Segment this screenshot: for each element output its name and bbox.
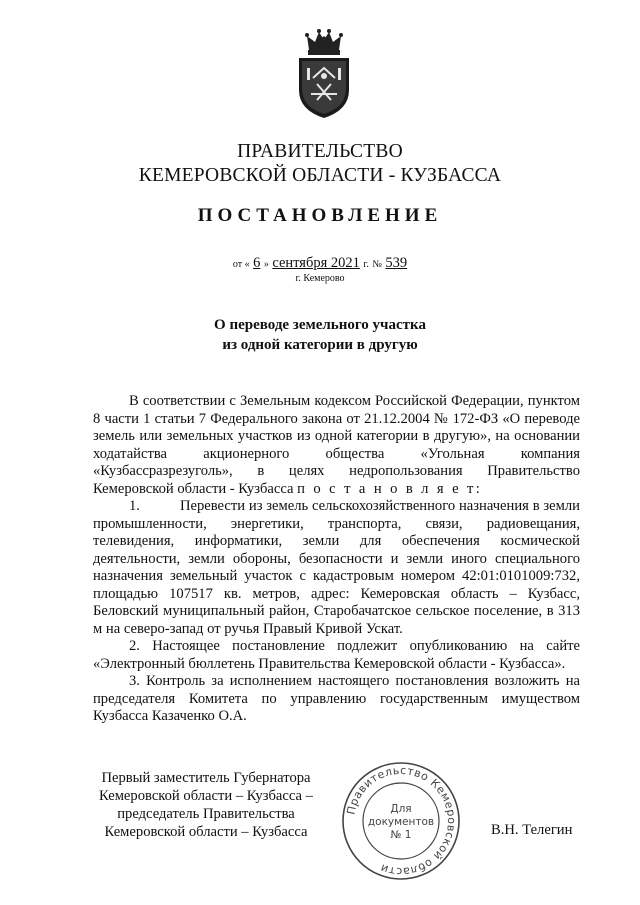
- government-name-line2: КЕМЕРОВСКОЙ ОБЛАСТИ - КУЗБАССА: [138, 165, 502, 186]
- signer-title-line3: председатель Правительства: [117, 806, 295, 822]
- number-label: №: [372, 259, 382, 270]
- date-from-label: от «: [232, 259, 250, 270]
- item-1-paragraph: [93, 498, 580, 638]
- stamp-center-line2: документов: [367, 816, 435, 828]
- kuzbass-coat-of-arms-icon: [293, 28, 355, 120]
- document-body: [93, 393, 580, 726]
- document-type-title: ПОСТАНОВЛЕНИЕ: [197, 205, 443, 226]
- date-day: 6: [253, 255, 261, 271]
- signer-title-line2: Кемеровской области – Кузбасса –: [99, 788, 313, 804]
- item-3-paragraph: 3. Контроль за исполнением настоящего постановления возложить на председателя Комитета по управлению государственным имуществом Кузбасса Казаченко О.А.: [93, 673, 580, 724]
- preamble-text: В соответствии с Земельным кодексом Российской Федерации, пунктом 8 части 1 статьи 7 Федерального закона от 21.12.2004 № 172-ФЗ «О переводе земель или земельных участков из одной категории в другую», на основании ходатайства акционерного общества «Угольная компания «Кузбассразрезуголь», в целях недропользования Правительство Кемеровской области - Кузбасса: [93, 393, 580, 497]
- item-1-number: 1.: [129, 498, 140, 514]
- subject-line2: из одной категории в другую: [222, 337, 418, 353]
- stamp-center-line3: № 1: [390, 829, 412, 841]
- signer-title-line4: Кемеровской области – Кузбасса: [104, 824, 308, 840]
- signer-name: В.Н. Телегин: [491, 822, 573, 838]
- stamp-center-line1: Для: [390, 803, 412, 815]
- item-2-paragraph: 2. Настоящее постановление подлежит опубликованию на сайте «Электронный бюллетень Правительства Кемеровской области - Кузбасса».: [93, 638, 580, 672]
- decree-word: п о с т а н о в л я е т:: [297, 480, 483, 497]
- item-1-text: Перевести из земель сельскохозяйственного назначения в земли промышленности, энергетики, транспорта, связи, радиовещания, телевидения, информатики, земли для обеспечения космической деятельности, земли обороны, безопасности и земли иного специального назначения земельный участок с кадастровым номером 42:01:0101009:732, площадью 107517 кв. метров, адрес: Кемеровская область – Кузбасс, Беловский муниципальный район, Старобачатское сельское поселение, в 313 м на северо-запад от ручья Правый Кривой Ускат.: [93, 498, 580, 637]
- date-month-year: сентября 2021: [272, 255, 360, 271]
- signer-title-line1: Первый заместитель Губернатора: [101, 770, 311, 786]
- preamble-paragraph: [93, 393, 580, 498]
- government-name-line1: ПРАВИТЕЛЬСТВО: [237, 141, 403, 162]
- document-dateline: [0, 255, 640, 272]
- stamp-ring-text: Правительство Кемеровской области: [344, 763, 459, 879]
- official-stamp: [340, 760, 462, 882]
- signer-title: [86, 769, 326, 841]
- subject-line1: О переводе земельного участка: [214, 317, 426, 333]
- document-city: г. Кемерово: [295, 273, 345, 284]
- date-year-suffix: г.: [363, 259, 369, 270]
- document-number: 539: [385, 255, 408, 271]
- date-close-quote: »: [263, 259, 269, 270]
